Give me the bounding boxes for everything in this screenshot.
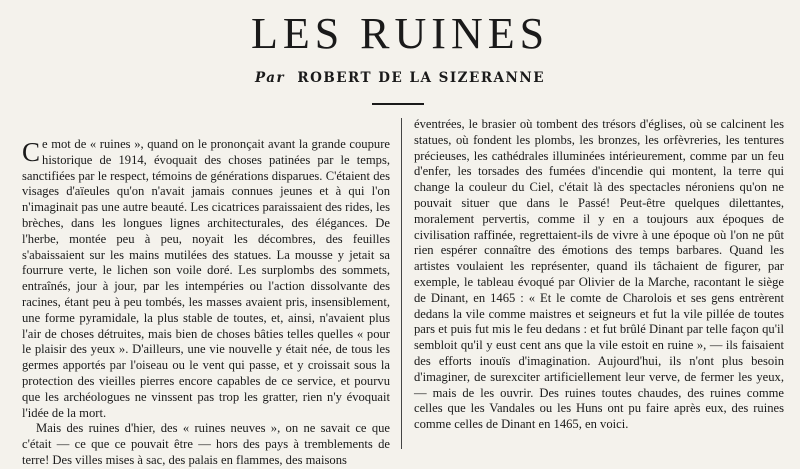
title-rule bbox=[372, 103, 424, 105]
byline bbox=[0, 70, 800, 86]
article-title: LES RUINES bbox=[250, 9, 550, 58]
left-paragraph-1-text: e mot de « ruines », quand on le prononçait avant la grande coupure historique de 1914, évoquait des choses patinées par le temps, sanctifiées par le respect, témoins de générations disparues. C'étaient des visages d'aïeules qu'on n'avait jamais connues jeunes et à qui l'on n'imaginait pas une autre beauté. Les cicatrices paraissaient des rides, les brèches, dans les longues lignes architecturales, des élégances. De l'herbe, montée peu à peu, noyait les décombres, des feuilles s'abaissaient sur les mains mutilées des statues. La mousse y jetait sa fourrure verte, le lichen son voile doré. Les surplombs des sommets, entraînés, jour à jour, par les intempéries ou l'action dissolvante des racines, étant peu à peu tombés, les masses avaient pris, insensiblement, une forme pyramidale, la plus stable de toutes, et, ainsi, n'avaient plus l'air de choses détruites, mais bien de choses bâties telles quelles « pour le plaisir des yeux ». D'ailleurs, une vie nouvelle y était née, de tous les germes apportés par l'oiseau ou le vent qui passe, et y croissait sous la protection des vieilles pierres encore capables de ce service, et pourvu que les archéologues ne vinssent pas trop les gratter, rien n'y évoquait l'idée de la mort. bbox=[22, 137, 390, 420]
drop-cap: C bbox=[22, 137, 41, 167]
byline-prefix: Par bbox=[254, 70, 286, 86]
column-divider bbox=[401, 118, 402, 449]
left-paragraph-1 bbox=[22, 137, 390, 421]
right-paragraph-1: éventrées, le brasier où tombent des trésors d'églises, où se calcinent les statues, où fondent les plombs, les bronzes, les orfèvreries, les tentures précieuses, les cathédrales illuminées intérieurement, comme par un feu d'enfer, les torsades des fumées d'incendie qui montent, la terre qui change la couleur du Ciel, c'était là des spectacles néroniens qu'on ne pouvait situer que dans le Passé! Peut-être quelques dilettantes, moralement pervertis, comme il y en a toujours aux époques de civilisation raffinée, regrettaient-ils de vivre à une époque où l'on ne pût rien espérer connaître des émotions des temps barbares. Quand les artistes voulaient les représenter, quand ils tâchaient de figurer, par exemple, le tableau évoqué par Olivier de la Marche, racontant le siège de Dinant, en 1465 : « Et le comte de Charolois et ses gens entrèrent dedans la vile comme maistres et seigneurs et fut la vile pillée de toutes pars et puis fut mis le feu dedans : et fut brûlé Dinant par telle façon qu'il sembloit qu'il y eust cent ans que la vile estoit en ruine », — ils faisaient des efforts inouïs d'imagination. Aujourd'hui, ils n'ont plus besoin d'imaginer, de surexciter artificiellement leur verve, de fermer les yeux, — mais de les ouvrir. Des ruines toutes chaudes, des ruines comme celles que les Vandales ou les Huns ont pu faire après eux, des ruines comme celles de Dinant en 1465, en voici. bbox=[414, 117, 784, 432]
left-paragraph-2: Mais des ruines d'hier, des « ruines neuves », on ne savait ce que c'était — ce que ce pouvait être — hors des pays à tremblements de terre! Des villes mises à sac, des palais en flammes, des maisons bbox=[22, 421, 390, 467]
author-name: ROBERT DE LA SIZERANNE bbox=[297, 70, 545, 86]
left-column bbox=[22, 137, 390, 469]
right-column bbox=[414, 117, 784, 433]
